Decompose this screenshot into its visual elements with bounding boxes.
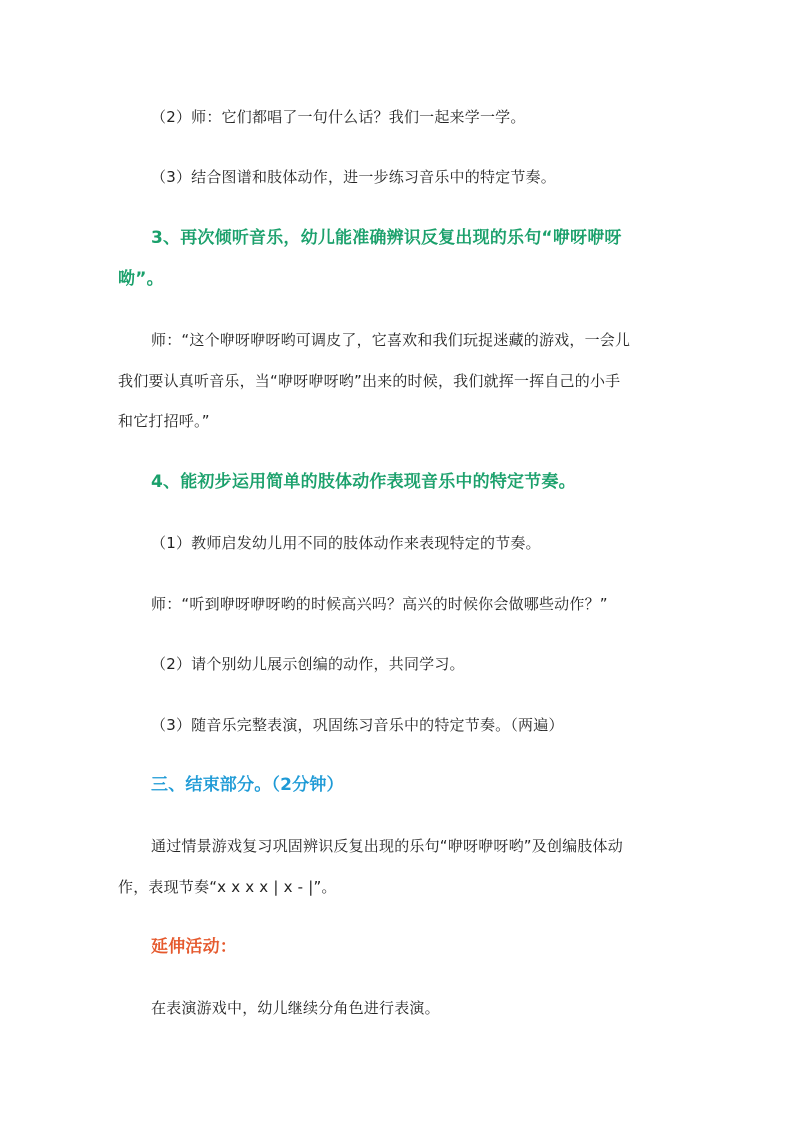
paragraph-step3b: （3）随音乐完整表演，巩固练习音乐中的特定节奏。（两遍） [151,716,564,734]
teacher-question: 师：“听到咿呀咿呀哟的时候高兴吗？高兴的时候你会做哪些动作？” [151,595,608,613]
paragraph-step2: （2）师：它们都唱了一句什么话？我们一起来学一学。 [151,108,526,126]
heading-3-line1: 3、再次倾听音乐，幼儿能准确辨识反复出现的乐句“咿呀咿呀 [151,228,622,248]
teacher-quote-line2: 我们要认真听音乐，当“咿呀咿呀哟”出来的时候，我们就挥一挥自己的小手 [118,372,621,390]
paragraph-step3: （3）结合图谱和肢体动作，进一步练习音乐中的特定节奏。 [151,168,556,186]
heading-3-line2: 呦”。 [118,269,164,289]
closing-paragraph-line1: 通过情景游戏复习巩固辨识反复出现的乐句“咿呀咿呀哟”及创编肢体动 [151,837,623,855]
closing-paragraph-line2: 作，表现节奏“x x x x | x - |”。 [118,878,337,896]
section-3-heading: 三、结束部分。（2分钟） [151,775,344,795]
paragraph-step2b: （2）请个别幼儿展示创编的动作，共同学习。 [151,655,465,673]
heading-4: 4、能初步运用简单的肢体动作表现音乐中的特定节奏。 [151,472,576,492]
extension-activity-paragraph: 在表演游戏中，幼儿继续分角色进行表演。 [151,999,440,1017]
teacher-quote-line3: 和它打招呼。” [118,412,210,430]
extension-activity-heading: 延伸活动： [151,937,237,957]
paragraph-step1: （1）教师启发幼儿用不同的肢体动作来表现特定的节奏。 [151,534,541,552]
teacher-quote-line1: 师：“这个咿呀咿呀哟可调皮了，它喜欢和我们玩捉迷藏的游戏，一会儿 [151,331,631,349]
